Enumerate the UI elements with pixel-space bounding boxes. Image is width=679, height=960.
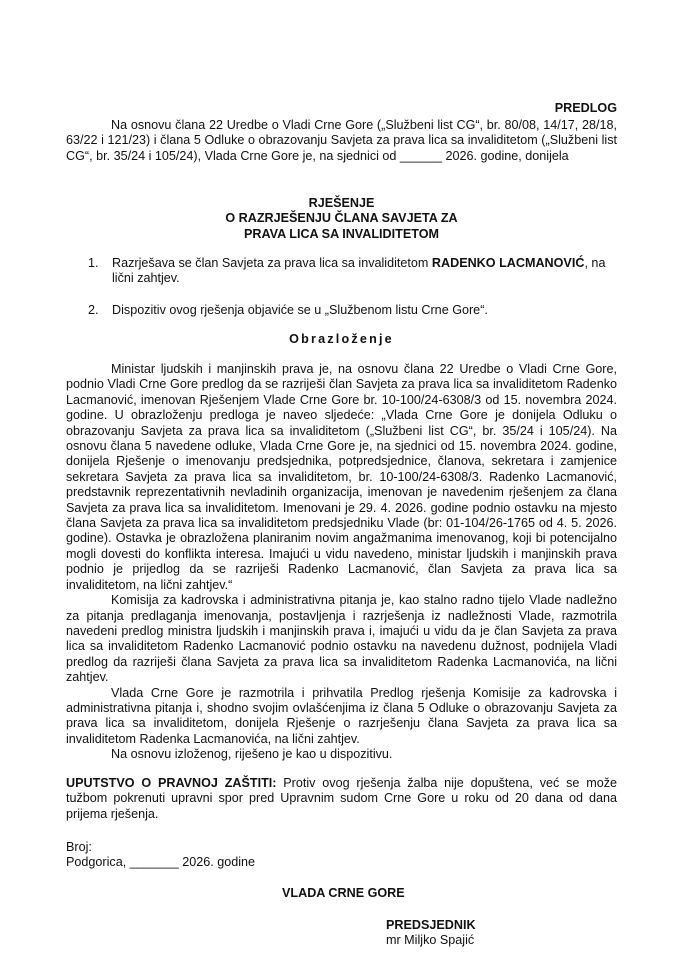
legal-instruction-label: UPUTSTVO O PRAVNOJ ZAŠTITI:	[66, 776, 277, 790]
item-text-start: Razrješava se član Savjeta za prava lica sa invaliditetom	[112, 256, 432, 270]
signatory-title: PREDSJEDNIK	[386, 918, 476, 932]
reasoning-heading: Obrazloženje	[289, 332, 394, 346]
title-line-2: O RAZRJEŠENJU ČLANA SAVJETA ZA	[225, 211, 458, 226]
document-title	[66, 196, 617, 242]
item-number: 2.	[88, 303, 99, 317]
item-text-end: , na lični zahtjev.	[112, 256, 606, 286]
legal-instruction	[66, 776, 617, 822]
reasoning-paragraph-3: Vlada Crne Gore je razmotrila i prihvatila Predlog rješenja Komisije za kadrovska i administrativna pitanja i, shodno svojim ovlašćenjima iz člana 5 Odluke o obrazovanju Savjeta za prava lica sa invaliditetom, donijela Rješenje o razrješenju člana Savjeta za prava lica sa invaliditetom Radenka Lacmanovića, na lični zahtjev.	[66, 685, 617, 746]
proposal-label: PREDLOG	[554, 101, 617, 115]
reasoning-section	[66, 362, 617, 763]
item-text: Dispozitiv ovog rješenja objaviće se u „Službenom listu Crne Gore“.	[112, 303, 488, 317]
title-line-3: PRAVA LICA SA INVALIDITETOM	[244, 226, 439, 241]
government-signature-block: VLADA CRNE GORE	[282, 886, 405, 900]
member-name: RADENKO LACMANOVIĆ	[431, 256, 585, 270]
dispositive-item-1	[88, 256, 617, 287]
reasoning-paragraph-4: Na osnovu izloženog, riješeno je kao u dispozitivu.	[111, 747, 393, 762]
dispositive-item-2	[88, 303, 617, 318]
item-number: 1.	[88, 256, 99, 270]
intro-paragraph: Na osnovu člana 22 Uredbe o Vladi Crne Gore („Službeni list CG“, br. 80/08, 14/17, 28/18, 63/22 i 121/23) i člana 5 Odluke o obrazovanju Savjeta za prava lica sa invaliditetom („Službeni list CG“, br. 35/24 i 105/24), Vlada Crne Gore je, na sjednici od ______ 2026. godine, donijela	[66, 118, 617, 163]
signatory-name: mr Miljko Spajić	[386, 933, 475, 947]
legal-instruction-text: Protiv ovog rješenja žalba nije dopuštena, već se može tužbom pokrenuti upravni spor pred Upravnim sudom Crne Gore u roku od 20 dana od dana prijema rješenja.	[66, 776, 618, 821]
reference-number: Broj:	[66, 840, 92, 854]
place-and-date: Podgorica, _______ 2026. godine	[66, 855, 256, 869]
reasoning-paragraph-2: Komisija za kadrovska i administrativna pitanja je, kao stalno radno tijelo Vlade nadležno za pitanja predlaganja imenovanja, postavljenja i razrješenja iz nadležnosti Vlade, razmotrila navedeni predlog ministra ljudskih i manjinskih prava i, imajući u vidu da je član Savjeta za prava lica sa invaliditetom Radenko Lacmanović podnio ostavku na navedenu dužnost, podnijela Vladi predlog da razriješi člana Savjeta za prava lica sa invaliditetom Radenka Lacmanovića, na lični zahtjev.	[66, 593, 617, 685]
title-line-1: RJEŠENJE	[308, 196, 375, 210]
item-text	[112, 256, 617, 287]
reasoning-paragraph-1: Ministar ljudskih i manjinskih prava je, na osnovu člana 22 Uredbe o Vladi Crne Gore, podnio Vladi Crne Gore predlog da se razriješi član Savjeta za prava lica sa invaliditetom Radenko Lacmanović, imenovan Rješenjem Vlade Crne Gore br. 10-100/24-6308/3 od 15. novembra 2024. godine. U obrazloženju predloga je naveo sljedeće: „Vlada Crne Gore je donijela Odluku o obrazovanju Savjeta za prava lica sa invaliditetom („Službeni list CG“, br. 35/24 i 105/24). Na osnovu člana 5 navedene odluke, Vlada Crne Gore je, na sjednici od 15. novembra 2024. godine, donijela Rješenje o imenovanju predsjednika, potpredsjednice, članova, sekretara i zamjenice sekretara Savjeta za prava lica sa invaliditetom, br. 10-100/24-6308/3. Radenko Lacmanović, predstavnik reprezentativnih nevladinih organizacija, imenovan je navedenim rješenjem za člana Savjeta za prava lica sa invaliditetom. Imenovani je 29. 4. 2026. godine podnio ostavku na mjesto člana Savjeta za prava lica sa invaliditetom predsjedniku Vlade (br: 01-104/26-1765 od 4. 5. 2026. godine). Ostavka je obrazložena planiranim novim angažmanima imenovanog, koji bi potencijalno mogli dovesti do konflikta interesa. Imajući u vidu navedeno, ministar ljudskih i manjinskih prava podnio je prijedlog da se razriješi Radenko Lacmanović, član Savjeta za prava lica sa invaliditetom, na lični zahtjev.“	[66, 362, 617, 592]
